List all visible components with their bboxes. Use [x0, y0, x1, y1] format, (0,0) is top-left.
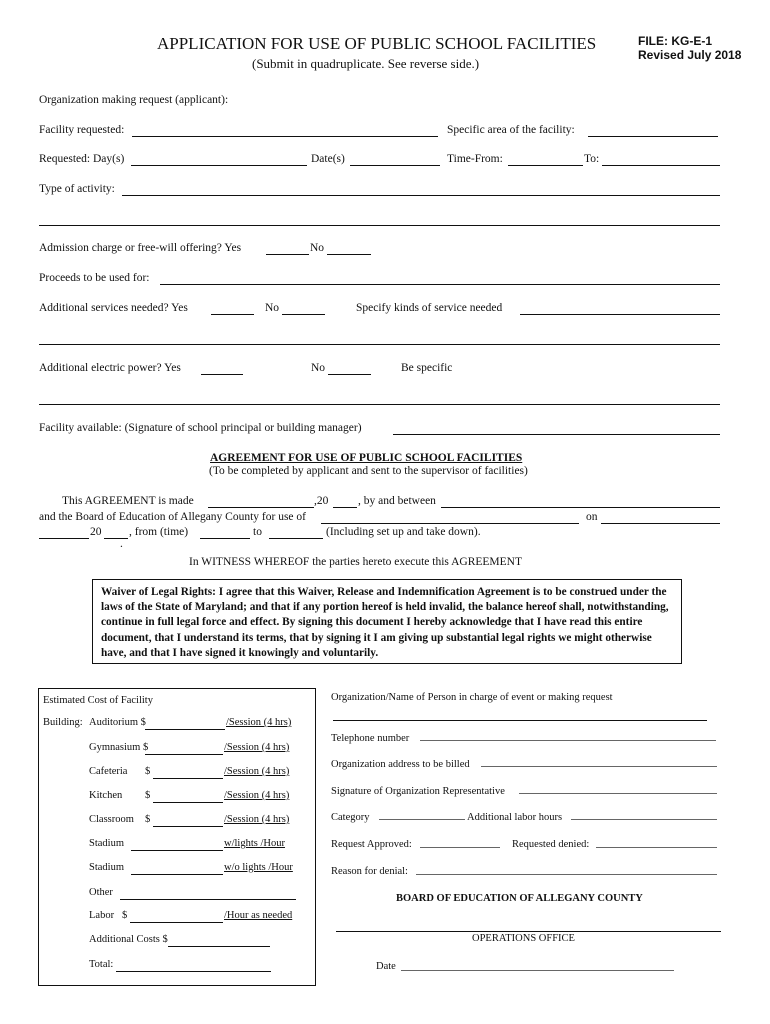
category-label: Category: [331, 812, 370, 823]
agreement-heading: AGREEMENT FOR USE OF PUBLIC SCHOOL FACILITIES: [210, 452, 523, 464]
date-label: Date: [376, 961, 396, 972]
agreement-year-field[interactable]: [333, 507, 357, 508]
days-label: Requested: Day(s): [39, 153, 125, 165]
time-from-label: Time-From:: [447, 153, 503, 165]
approved-field[interactable]: [420, 847, 500, 848]
agreement-from-label: , from (time): [129, 526, 189, 538]
reason-field[interactable]: [416, 874, 717, 875]
witness-text: In WITNESS WHEREOF the parties hereto execute this AGREEMENT: [189, 556, 523, 568]
admission-no-field[interactable]: [327, 254, 371, 255]
gymnasium-label: Gymnasium $: [89, 742, 149, 753]
total-label: Total:: [89, 959, 114, 970]
agreement-between-field[interactable]: [441, 507, 720, 508]
stadium-nolights-label: Stadium: [89, 862, 125, 873]
telephone-label: Telephone number: [331, 733, 410, 744]
cafeteria-dollar: $: [145, 766, 151, 777]
agreement-made-field[interactable]: [208, 507, 314, 508]
agreement-use-label: and the Board of Education of Allegany County for use of: [39, 511, 306, 523]
revised-date: Revised July 2018: [638, 48, 742, 62]
electric-no-field[interactable]: [328, 374, 371, 375]
auditorium-label: Auditorium $: [89, 717, 146, 728]
other-label: Other: [89, 887, 113, 898]
additional-costs-field[interactable]: [168, 946, 270, 947]
kitchen-unit: /Session (4 hrs): [224, 790, 290, 801]
org-person-label: Organization/Name of Person in charge of event or making request: [331, 692, 613, 703]
board-name: BOARD OF EDUCATION OF ALLEGANY COUNTY: [396, 893, 643, 904]
additional-costs-label: Additional Costs $: [89, 934, 168, 945]
cafeteria-field[interactable]: [153, 778, 223, 779]
stadium-lights-unit: w/lights /Hour: [224, 838, 285, 849]
signature-field[interactable]: [519, 793, 717, 794]
kitchen-dollar: $: [145, 790, 151, 801]
services-no-field[interactable]: [282, 314, 325, 315]
electric-specific-label: Be specific: [401, 362, 453, 374]
labor-hours-field[interactable]: [571, 819, 717, 820]
electric-label: Additional electric power? Yes: [39, 362, 181, 374]
agreement-to-label: to: [253, 526, 262, 538]
address-field[interactable]: [481, 766, 717, 767]
agreement-20-label: 20: [90, 526, 102, 538]
waiver-text: Waiver of Legal Rights: I agree that this Waiver, Release and Indemnification Agreement is to be construed under the laws of the State of Maryland; and that if any portion hereof is held invalid, the balance hereof shall, notwithstanding, continue in full legal force and effect. By signing this document I hereby acknowledge that I have read this entire document, that I understand its terms, that by signing it I am giving up substantial legal rights we might otherwise have, and that I have signed it knowingly and voluntarily.: [101, 586, 669, 659]
date-field[interactable]: [401, 970, 674, 971]
agreement-to-field[interactable]: [269, 538, 323, 539]
estimated-cost-box: [38, 688, 316, 986]
labor-field[interactable]: [130, 922, 223, 923]
classroom-label: Classroom: [89, 814, 134, 825]
stadium-nolights-unit: w/o lights /Hour: [224, 862, 293, 873]
organization-label: Organization making request (applicant):: [39, 94, 229, 106]
category-field[interactable]: [379, 819, 465, 820]
admission-yes-field[interactable]: [266, 254, 309, 255]
classroom-dollar: $: [145, 814, 151, 825]
operations-office: OPERATIONS OFFICE: [472, 933, 575, 944]
agreement-year2-field[interactable]: [104, 538, 128, 539]
services-field-2[interactable]: [39, 344, 720, 345]
agreement-between-label: , by and between: [358, 495, 436, 507]
services-specify-field[interactable]: [520, 314, 720, 315]
time-to-label: To:: [584, 153, 600, 165]
services-yes-field[interactable]: [211, 314, 254, 315]
services-specify-label: Specify kinds of service needed: [356, 302, 503, 314]
reason-label: Reason for denial:: [331, 866, 408, 877]
agreement-on-label: on: [586, 511, 598, 523]
waiver-box: [92, 579, 682, 664]
activity-field[interactable]: [122, 195, 720, 196]
approved-label: Request Approved:: [331, 839, 412, 850]
services-no-label: No: [265, 302, 280, 314]
labor-unit: /Hour as needed: [224, 910, 293, 921]
org-person-field[interactable]: [333, 720, 707, 721]
classroom-field[interactable]: [153, 826, 223, 827]
proceeds-field[interactable]: [160, 284, 720, 285]
denied-label: Requested denied:: [512, 839, 590, 850]
agreement-subheading: (To be completed by applicant and sent to the supervisor of facilities): [209, 465, 528, 477]
file-code: FILE: KG-E-1: [638, 34, 712, 48]
proceeds-label: Proceeds to be used for:: [39, 272, 150, 284]
kitchen-label: Kitchen: [89, 790, 123, 801]
electric-field-2[interactable]: [39, 404, 720, 405]
available-label: Facility available: (Signature of school principal or building manager): [39, 422, 362, 434]
admission-no-label: No: [310, 242, 325, 254]
specific-area-field[interactable]: [588, 136, 718, 137]
form-subtitle: (Submit in quadruplicate. See reverse side.): [252, 56, 480, 71]
address-label: Organization address to be billed: [331, 759, 470, 770]
operations-signature-line[interactable]: [336, 931, 721, 932]
agreement-date-field[interactable]: [39, 538, 89, 539]
facility-label: Facility requested:: [39, 124, 125, 136]
admission-label: Admission charge or free-will offering? Yes: [39, 242, 242, 254]
available-signature-field[interactable]: [393, 434, 720, 435]
labor-dollar: $: [122, 910, 128, 921]
days-field[interactable]: [131, 165, 307, 166]
cost-heading: Estimated Cost of Facility: [43, 695, 153, 706]
time-from-field[interactable]: [508, 165, 583, 166]
labor-hours-label: Additional labor hours: [467, 812, 563, 823]
electric-no-label: No: [311, 362, 326, 374]
agreement-made-label: This AGREEMENT is made: [62, 495, 194, 507]
total-field[interactable]: [116, 971, 271, 972]
dates-label: Date(s): [311, 153, 345, 165]
activity-label: Type of activity:: [39, 183, 115, 195]
cafeteria-label: Cafeteria: [89, 766, 128, 777]
stadium-lights-label: Stadium: [89, 838, 125, 849]
signature-label: Signature of Organization Representative: [331, 786, 505, 797]
other-field[interactable]: [120, 899, 296, 900]
specific-area-label: Specific area of the facility:: [447, 124, 575, 136]
stadium-nolights-field[interactable]: [131, 874, 223, 875]
building-label: Building:: [43, 717, 83, 728]
kitchen-field[interactable]: [153, 802, 223, 803]
agreement-from-field[interactable]: [200, 538, 250, 539]
agreement-setup-note: (Including set up and take down).: [326, 526, 481, 538]
gymnasium-unit: /Session (4 hrs): [224, 742, 290, 753]
electric-yes-field[interactable]: [201, 374, 243, 375]
agreement-on-field[interactable]: [601, 523, 720, 524]
stadium-lights-field[interactable]: [131, 850, 223, 851]
dates-field[interactable]: [350, 165, 440, 166]
agreement-year-label: ,20: [314, 495, 329, 507]
labor-label: Labor: [89, 910, 115, 921]
telephone-field[interactable]: [420, 740, 716, 741]
time-to-field[interactable]: [602, 165, 720, 166]
services-label: Additional services needed? Yes: [39, 302, 188, 314]
classroom-unit: /Session (4 hrs): [224, 814, 290, 825]
auditorium-field[interactable]: [145, 729, 225, 730]
form-title: APPLICATION FOR USE OF PUBLIC SCHOOL FACILITIES: [157, 34, 597, 53]
denied-field[interactable]: [596, 847, 717, 848]
facility-field[interactable]: [132, 136, 438, 137]
agreement-use-field[interactable]: [321, 523, 579, 524]
gymnasium-field[interactable]: [145, 754, 223, 755]
stray-dot: .: [120, 538, 123, 550]
activity-field-2[interactable]: [39, 225, 720, 226]
auditorium-unit: /Session (4 hrs): [226, 717, 292, 728]
cafeteria-unit: /Session (4 hrs): [224, 766, 290, 777]
